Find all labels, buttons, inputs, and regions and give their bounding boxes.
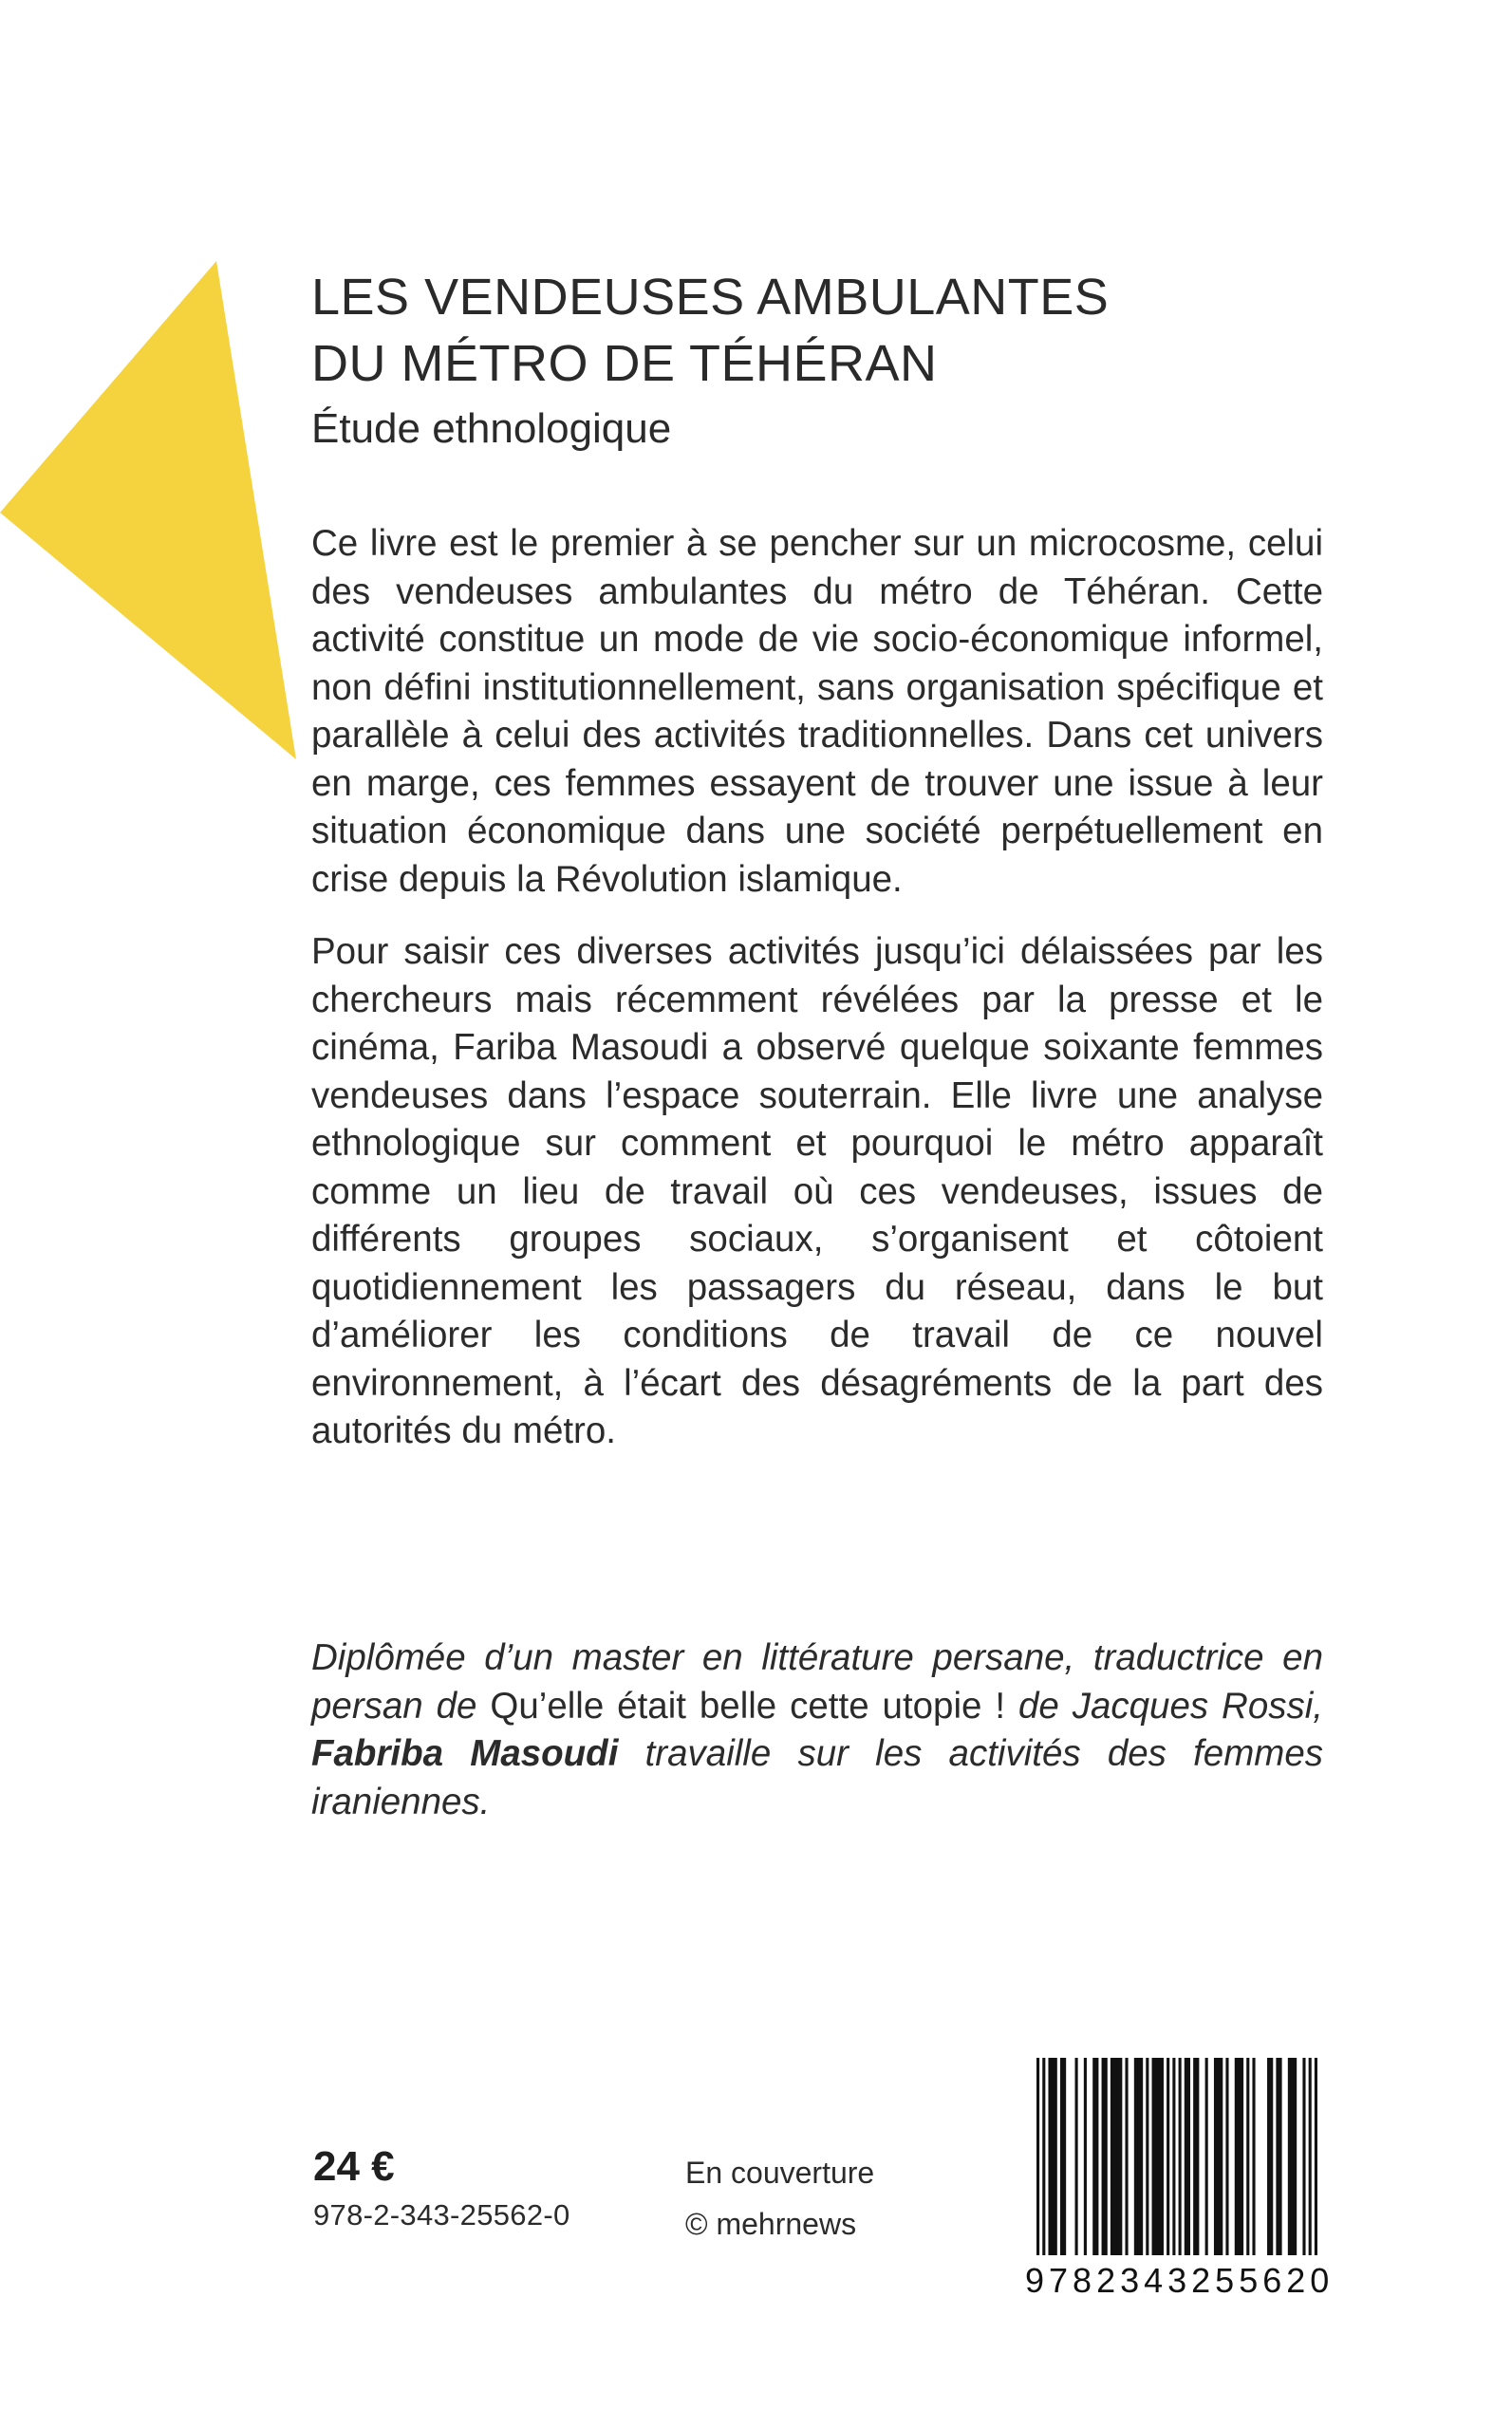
barcode-bar <box>1048 2058 1056 2255</box>
barcode-bars <box>1025 2058 1329 2255</box>
author-bio <box>311 1634 1323 1826</box>
cover-credit-source: © mehrnews <box>685 2207 857 2241</box>
barcode-bar <box>1193 2058 1199 2255</box>
barcode-bar <box>1092 2058 1098 2255</box>
cover-credit-label: En couverture <box>685 2156 875 2190</box>
barcode-bar <box>1060 2058 1066 2255</box>
barcode-bar <box>1214 2058 1223 2255</box>
barcode-bar <box>1075 2058 1078 2255</box>
yellow-triangle-decoration <box>0 0 304 778</box>
barcode-digits: 9782343255620 <box>1025 2261 1335 2300</box>
barcode-bar <box>1315 2058 1317 2255</box>
bio-text-part-2: de Jacques Rossi, <box>1005 1685 1324 1727</box>
barcode-bar <box>1084 2058 1087 2255</box>
book-title-line-1: LES VENDEUSES AMBULANTES <box>311 269 1110 326</box>
bio-text-part-3: travaille sur les activités des femmes iraniennes. <box>311 1733 1323 1822</box>
barcode-bar <box>1225 2058 1228 2255</box>
isbn: 978-2-343-25562-0 <box>313 2198 570 2232</box>
book-title-line-2: DU MÉTRO DE TÉHÉRAN <box>311 335 938 392</box>
barcode-bar <box>1276 2058 1281 2255</box>
bio-text-part-1: Diplômée d’un master en littérature persane, traductrice en persan de <box>311 1637 1323 1727</box>
triangle-shape <box>0 261 296 759</box>
barcode-bar <box>1267 2058 1273 2255</box>
barcode-bar <box>1125 2058 1128 2255</box>
bio-translated-book-title: Qu’elle était belle cette utopie ! <box>490 1685 1006 1727</box>
book-subtitle: Étude ethnologique <box>311 405 672 452</box>
barcode-bar <box>1309 2058 1312 2255</box>
barcode-bar <box>1167 2058 1169 2255</box>
barcode-bar <box>1042 2058 1045 2255</box>
barcode-bar <box>1111 2058 1122 2255</box>
cover-credit-block <box>685 2147 874 2250</box>
barcode-bar <box>1235 2058 1243 2255</box>
barcode-bar <box>1036 2058 1039 2255</box>
barcode-bar <box>1146 2058 1148 2255</box>
barcode-bar <box>1134 2058 1143 2255</box>
price: 24 € <box>313 2143 395 2190</box>
barcode-bar <box>1152 2058 1164 2255</box>
summary-paragraph-2: Pour saisir ces diverses activités jusqu’ici délaissées par les chercheurs mais récemment révélées par la presse et le cinéma, Fariba Masoudi a observé quelque soixante femmes vendeuses dans l’espace souterrain. Elle livre une analyse ethnologique sur comment et pourquoi le métro apparaît comme un lieu de travail où ces vendeuses, issues de différents groupes sociaux, s’organisent et côtoient quotidiennement les passagers du réseau, dans le but d’améliorer les conditions de travail de ce nouvel environnement, à l’écart des désagréments de la part des autorités du métro. <box>311 931 1323 1451</box>
summary-paragraph-1: Ce livre est le premier à se pencher sur un microcosme, celui des vendeuses ambulantes du métro de Téhéran. Cette activité constitue un mode de vie socio-économique informel, non défini institutionnellement, sans organisation spécifique et parallèle à celui des activités traditionnelles. Dans cet univers en marge, ces femmes essayent de trouver une issue à leur situation économique dans une société perpétuellement en crise depuis la Révolution islamique. <box>311 523 1323 900</box>
barcode-bar <box>1102 2058 1108 2255</box>
barcode-bar <box>1246 2058 1249 2255</box>
barcode-bar <box>1172 2058 1175 2255</box>
book-summary <box>311 520 1323 1456</box>
barcode-bar <box>1179 2058 1182 2255</box>
barcode-bar <box>1288 2058 1297 2255</box>
barcode-bar <box>1185 2058 1190 2255</box>
author-name: Fabriba Masoudi <box>311 1733 619 1774</box>
barcode-bar <box>1205 2058 1208 2255</box>
book-header <box>311 264 1336 458</box>
barcode-bar <box>1302 2058 1305 2255</box>
barcode-bar <box>1252 2058 1255 2255</box>
barcode <box>1025 2058 1335 2310</box>
